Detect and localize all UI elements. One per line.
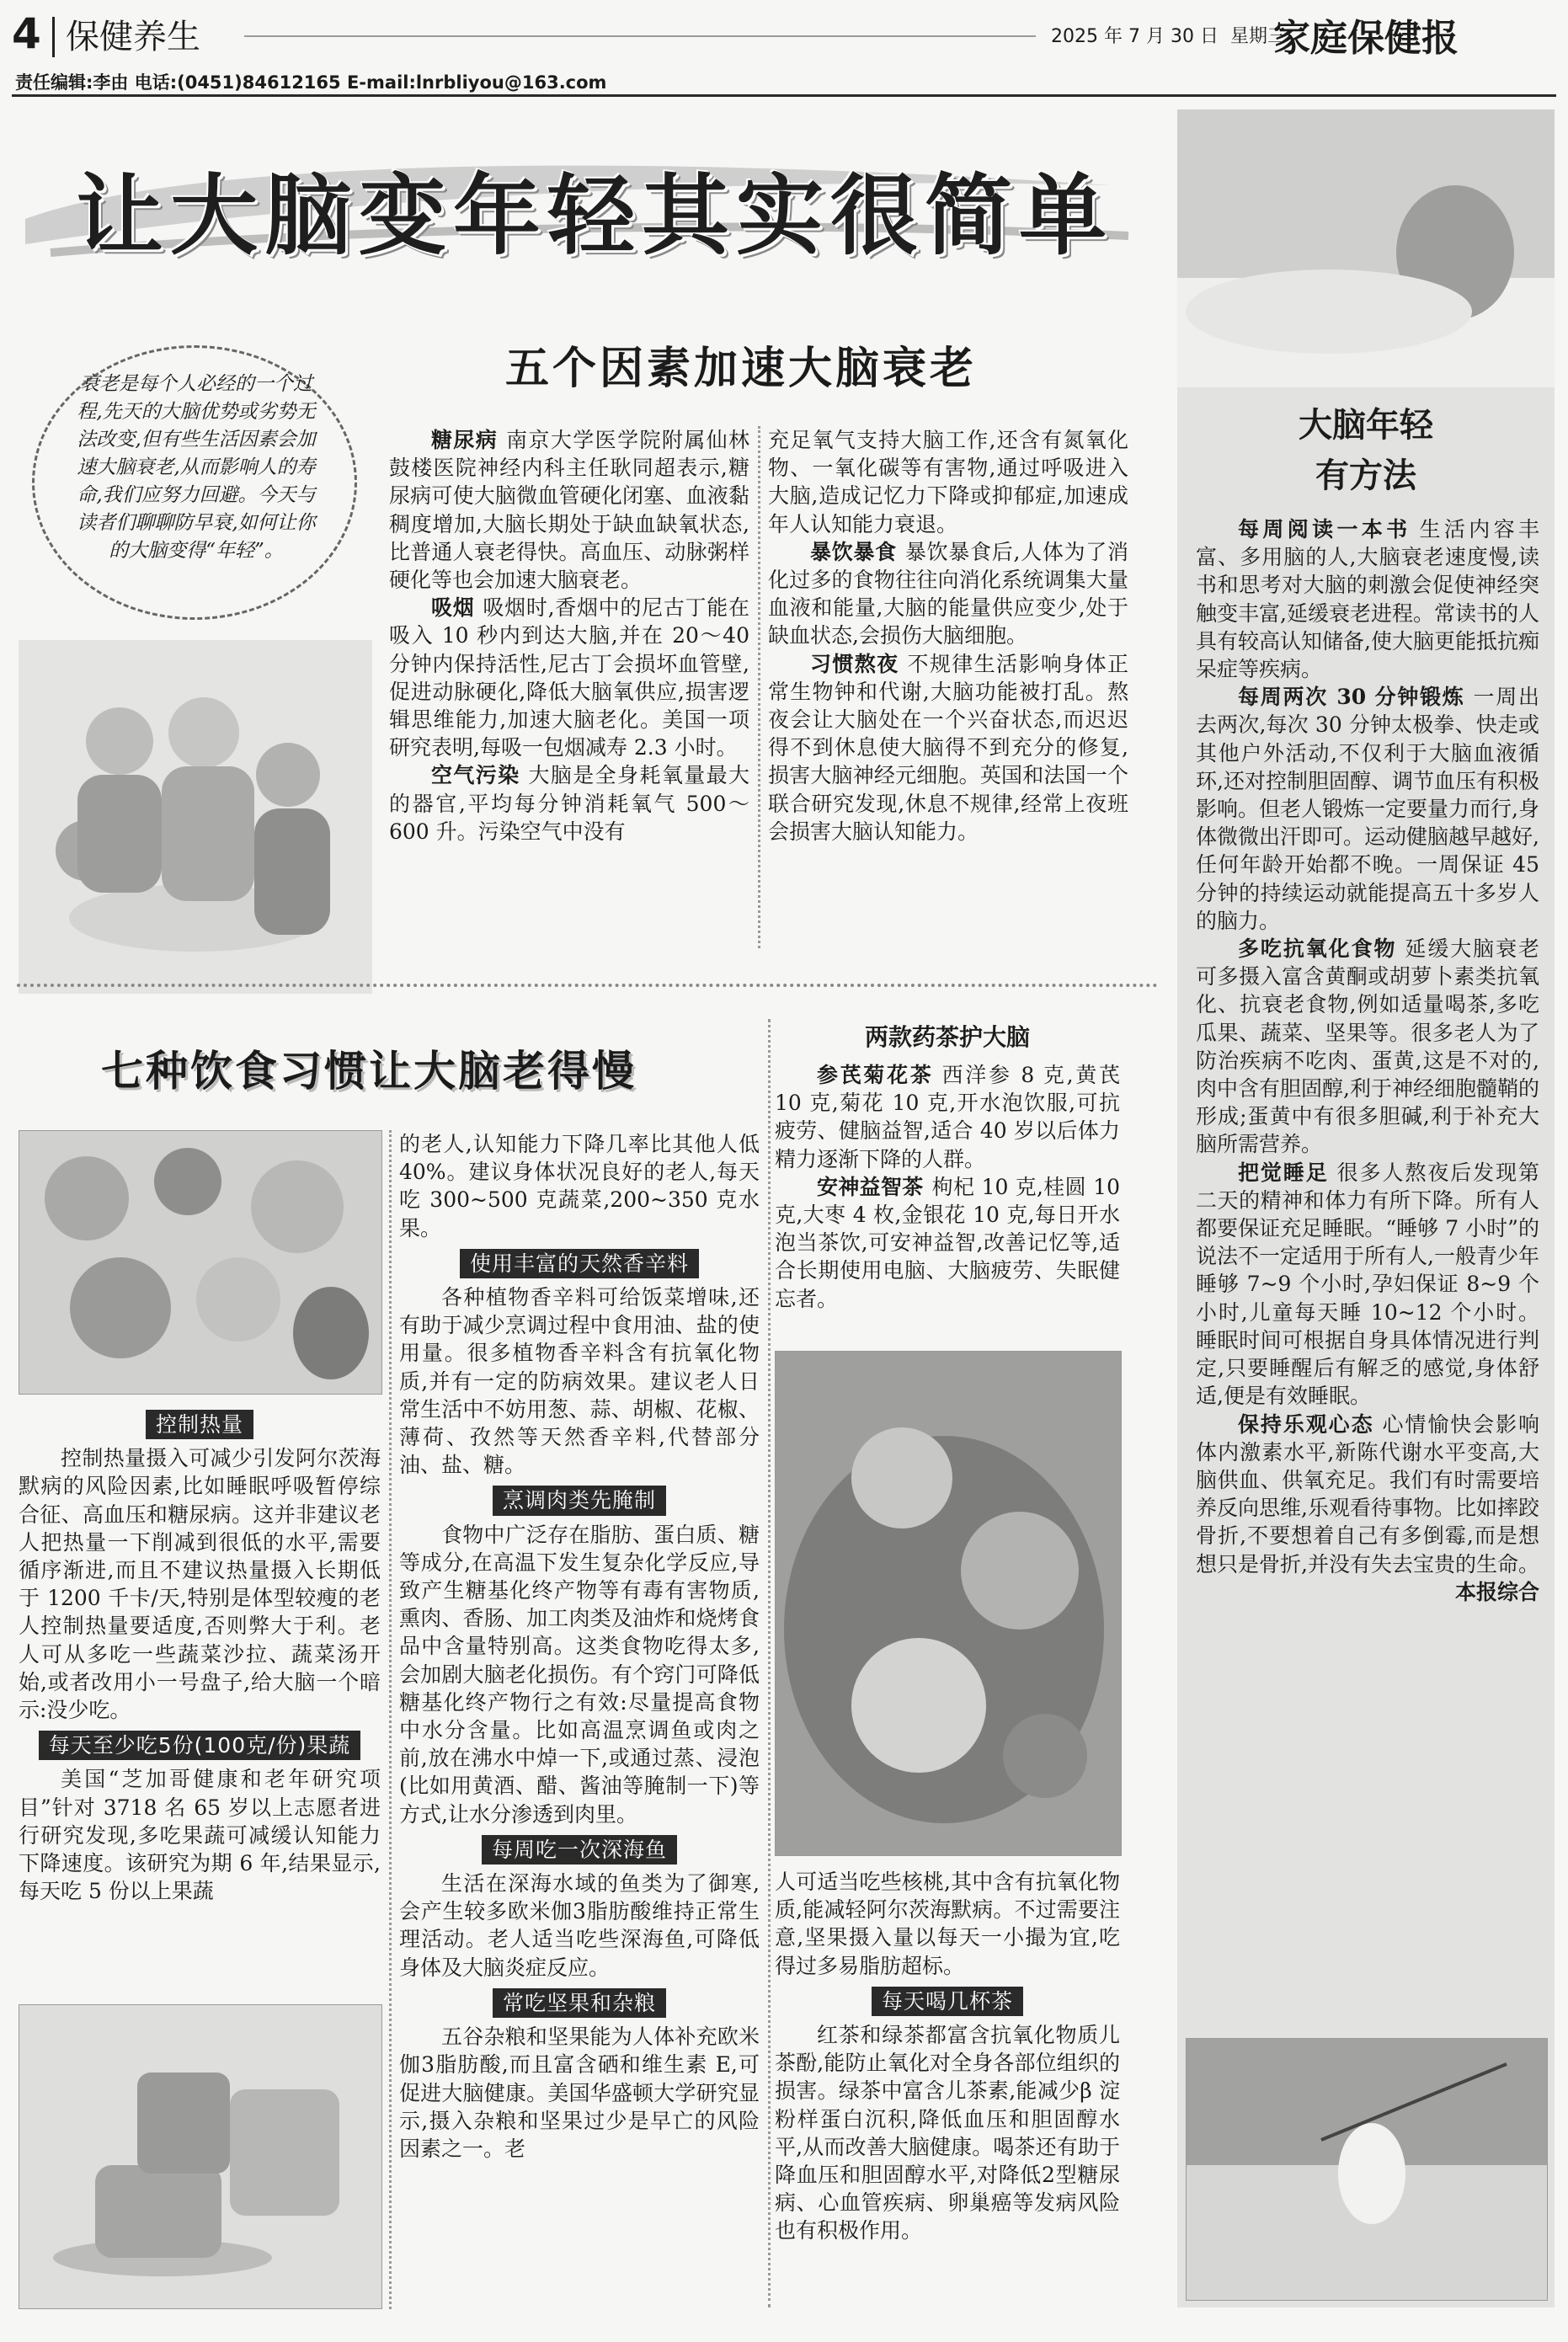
- article2-col-divider-2: [768, 1019, 771, 2307]
- para-fruit-veg: 美国“芝加哥健康和老年研究项目”针对 3718 名 65 岁以上志愿者进行研究发现,多吃果蔬可减缓认知能力下降速度。该研究为期 6 年,结果显示,每天吃 5 份以上果蔬: [19, 1767, 381, 1904]
- article1-para-smoking: [389, 594, 749, 761]
- sidebar-lead-sleep: 把觉睡足: [1238, 1160, 1329, 1185]
- text-pollution-cont: 充足氧气支持大脑工作,还含有氮氧化物、一氧化碳等有害物,通过呼吸进入大脑,造成记忆力下降或抑郁症,加速成年人认知能力衰退。: [768, 428, 1128, 536]
- text-late-night: 不规律生活影响身体正常生物钟和代谢,大脑功能被打乱。熬夜会让大脑处在一个兴奋状态,而迟迟得不到休息使大脑得不到充分的修复,损害大脑神经元细胞。英国和法国一个联合研究发现,休息不规律,经常上夜班会损害大脑认知能力。: [768, 651, 1128, 844]
- sidebar-body: [1196, 515, 1539, 1606]
- lead-diabetes: 糖尿病: [431, 428, 499, 452]
- article1-col-divider: [758, 426, 760, 948]
- issue-date: [1051, 22, 1286, 48]
- sidebar-item-reading: [1196, 515, 1539, 683]
- sidebar-item-antioxidant: [1196, 935, 1539, 1159]
- editor-line: 责任编辑:李由 电话:(0451)84612165 E-mail:lnrbliyou@163.com: [15, 72, 607, 93]
- taichi-photo-art: [1187, 2039, 1547, 2300]
- elderly-illustration-art: [19, 640, 372, 994]
- tea-photo-art: [19, 2005, 381, 2308]
- article1-para-pollution: [389, 761, 749, 846]
- article1-para-pollution-cont: [768, 426, 1128, 538]
- tag-calorie: 控制热量: [146, 1410, 253, 1439]
- lead-overeating: 暴饮暴食: [810, 539, 897, 564]
- tea-box: [775, 1019, 1120, 1313]
- tag-spice: 使用丰富的天然香辛料: [460, 1249, 699, 1278]
- tag-tea: 每天喝几杯茶: [872, 1987, 1023, 2016]
- sidebar-byline: 本报综合: [1454, 1579, 1539, 1604]
- sidebar-text-reading: 生活内容丰富、多用脑的人,大脑衰老速度慢,读书和思考对大脑的刺激会促使神经突触变丰富,延缓衰老进程。常读书的人具有较高认知储备,使大脑更能抵抗痴呆症等疾病。: [1196, 517, 1539, 682]
- para-fruit-veg-cont: 的老人,认知能力下降几率比其他人低 40%。建议身体状况良好的老人,每天吃 300~500 克蔬菜,200~350 克水果。: [399, 1132, 760, 1240]
- tea-item-1: [775, 1061, 1120, 1173]
- sidebar-item-optimism: [1196, 1411, 1539, 1578]
- para-calorie: 控制热量摄入可减少引发阿尔茨海默病的风险因素,比如睡眠呼吸暂停综合征、高血压和糖尿病。这并非建议老人把热量一下削减到很低的水平,需要循序渐进,而且不建议热量摄入长期低于 1200 千卡/天,特别是体型较瘦的老人控制热量要适度,否则弊大于利。老人可从多吃一些蔬菜沙拉、蔬菜汤开始,或者改用小一号盘子,给大脑一个暗示:没少吃。: [19, 1446, 381, 1723]
- article1-para-diabetes: [389, 426, 749, 594]
- article2-col3: [775, 1868, 1120, 2245]
- tag-fish: 每周吃一次深海鱼: [482, 1835, 677, 1865]
- text-overeating: 暴饮暴食后,人体为了消化过多的食物往往向消化系统调集大量血液和能量,大脑的能量供应变少,处于缺血状态,会损伤大脑细胞。: [768, 539, 1128, 648]
- banner-title: 让大脑变年轻其实很简单: [76, 164, 1114, 267]
- tea-item-1-name: 参芪菊花茶: [817, 1063, 934, 1087]
- tag-spice-wrap: [399, 1249, 760, 1278]
- sidebar-title: [1177, 400, 1555, 501]
- para-nuts: 五谷杂粮和坚果能为人体补充欧米伽3脂肪酸,而且富含硒和维生素 E,可促进大脑健康。美国华盛顿大学研究显示,摄入杂粮和坚果过少是早亡的风险因素之一。老: [399, 2025, 760, 2161]
- tea-box-title: 两款药茶护大脑: [864, 1023, 1030, 1051]
- tag-marinate-wrap: [399, 1486, 760, 1515]
- tag-nuts-wrap: [399, 1988, 760, 2018]
- header-rule: [244, 35, 1036, 37]
- weekday: 星期三: [1229, 26, 1286, 47]
- paper-name: 家庭保健报: [1273, 17, 1459, 60]
- sleep-photo: [1177, 109, 1555, 387]
- food-photo-art: [19, 1131, 381, 1394]
- tag-fruit-wrap: [19, 1731, 381, 1760]
- article2-title: 七种饮食习惯让大脑老得慢: [101, 1047, 637, 1096]
- sidebar-lead-reading: 每周阅读一本书: [1238, 517, 1411, 541]
- sidebar-text-sleep: 很多人熬夜后发现第二天的精神和体力有所下降。所有人都要保证充足睡眠。“睡够 7 小时”的说法不一定适用于所有人,一般青少年睡够 7~9 个小时,孕妇保证 8~9 个小时,儿童每天睡 10~12 个小时。睡眠时间可根据自身具体情况进行判定,只要睡醒后有解乏的感觉,身体舒适,便是有效睡眠。: [1196, 1160, 1539, 1409]
- sidebar-title-line2: 有方法: [1315, 456, 1416, 495]
- sidebar-item-sleep: [1196, 1159, 1539, 1411]
- tea-photo: [19, 2004, 382, 2309]
- tag-marinate: 烹调肉类先腌制: [493, 1486, 666, 1515]
- lead-pollution: 空气污染: [431, 763, 520, 788]
- date: 2025 年 7 月 30 日: [1051, 26, 1219, 47]
- header-bottom-rule: [12, 94, 1556, 97]
- sidebar-text-antioxidant: 延缓大脑衰老可多摄入富含黄酮或胡萝卜素类抗氧化、抗衰老食物,例如适量喝茶,多吃瓜果、蔬菜、坚果等。很多老人为了防治疾病不吃肉、蛋黄,这是不对的,肉中含有胆固醇,利于神经细胞髓鞘的形成;蛋黄中有很多胆碱,利于补充大脑所需营养。: [1196, 936, 1539, 1157]
- article1-col2: [768, 426, 1128, 846]
- para-marinate: 食物中广泛存在脂肪、蛋白质、糖等成分,在高温下发生复杂化学反应,导致产生糖基化终产物等有毒有害物质,熏肉、香肠、加工肉类及油炸和烧烤食品中含量特别高。这类食物吃得太多,会加剧大脑老化损伤。有个窍门可降低糖基化终产物行之有效:尽量提高食物中水分含量。比如高温烹调鱼或肉之前,放在沸水中焯一下,或通过蒸、浸泡(比如用黄酒、醋、酱油等腌制一下)等方式,让水分渗透到肉里。: [399, 1522, 760, 1827]
- article1-title: 五个因素加速大脑衰老: [505, 343, 978, 394]
- tag-tea-wrap: [775, 1987, 1120, 2016]
- section-title: 保健养生: [66, 18, 200, 56]
- tea-box-body: [775, 1061, 1120, 1313]
- para-tea: 红茶和绿茶都富含抗氧化物质儿茶酚,能防止氧化对全身各部位组织的损害。绿茶中富含儿茶素,能减少β 淀粉样蛋白沉积,降低血压和胆固醇水平,从而改善大脑健康。喝茶还有助于降血压和胆固醇水平,对降低2型糖尿病、心血管疾病、卵巢癌等发病风险也有积极作用。: [775, 2023, 1120, 2243]
- sidebar-lead-optimism: 保持乐观心态: [1238, 1411, 1374, 1437]
- para-fish: 生活在深海水域的鱼类为了御寒,会产生较多欧米伽3脂肪酸维持正常生理活动。老人适当吃些深海鱼,可降低身体及大脑炎症反应。: [399, 1871, 760, 1980]
- page-number: 4: [12, 9, 41, 58]
- article2-col-divider-1: [389, 1130, 392, 2309]
- platter-photo: [775, 1351, 1122, 1856]
- tag-calorie-wrap: [19, 1410, 381, 1439]
- section-separator: [17, 984, 1158, 987]
- text-pollution: 大脑是全身耗氧量最大的器官,平均每分钟消耗氧气 500～600 升。污染空气中没有: [389, 763, 749, 844]
- text-smoking: 吸烟时,香烟中的尼古丁能在吸入 10 秒内到达大脑,并在 20～40 分钟内保持活性,尼古丁会损坏血管壁,促进动脉硬化,降低大脑氧供应,损害逻辑思维能力,加速大脑老化。美国一项研究表明,每吸一包烟减寿 2.3 小时。: [389, 595, 749, 760]
- sidebar-text-optimism: 心情愉快会影响体内激素水平,新陈代谢水平变高,大脑供血、供氧充足。我们有时需要培养反向思维,乐观看待事物。比如摔跤骨折,不要想着自己有多倒霉,而是想想只是骨折,并没有失去宝贵的生命。: [1196, 1411, 1539, 1576]
- tag-fish-wrap: [399, 1835, 760, 1865]
- tea-item-2-text: 枸杞 10 克,桂圆 10 克,大枣 4 枚,金银花 10 克,每日开水泡当茶饮,可安神益智,改善记忆等,适合长期使用电脑、大脑疲劳、失眠健忘者。: [775, 1174, 1120, 1311]
- para-spice: 各种植物香辛料可给饭菜增味,还有助于减少烹调过程中食用油、盐的使用量。很多植物香辛料含有抗氧化物质,并有一定的防病效果。建议老人日常生活中不妨用葱、蒜、胡椒、花椒、薄荷、孜然等天然香辛料,代替部分油、盐、糖。: [399, 1285, 760, 1478]
- sidebar-lead-antioxidant: 多吃抗氧化食物: [1238, 936, 1397, 962]
- tag-nuts: 常吃坚果和杂粮: [493, 1988, 666, 2018]
- intro-text: 衰老是每个人必经的一个过程,先天的大脑优势或劣势无法改变,但有些生活因素会加速大脑衰老,从而影响人的寿命,我们应努力回避。今天与读者们聊聊防早衰,如何让你的大脑变得“年轻”。: [77, 373, 316, 562]
- article2-col2: [399, 1130, 760, 2163]
- article1-para-late-night: [768, 650, 1128, 846]
- tag-fruit-veg: 每天至少吃5份(100克/份)果蔬: [39, 1731, 361, 1760]
- platter-photo-art: [776, 1352, 1121, 1855]
- tea-item-2-name: 安神益智茶: [817, 1174, 924, 1199]
- sidebar-lead-exercise: 每周两次 30 分钟锻炼: [1238, 685, 1465, 710]
- para-nuts-cont: 人可适当吃些核桃,其中含有抗氧化物质,能减轻阿尔茨海默病。不过需要注意,坚果摄入量以每天一小撮为宜,吃得过多易脂肪超标。: [775, 1870, 1120, 1978]
- sleep-photo-art: [1177, 109, 1555, 387]
- article2-col1: [19, 1403, 381, 1905]
- lead-smoking: 吸烟: [431, 595, 475, 621]
- sidebar-text-exercise: 一周出去两次,每次 30 分钟太极拳、快走或其他户外活动,不仅利于大脑血液循环,还对控制胆固醇、调节血压有积极影响。但老人锻炼一定要量力而行,身体微微出汗即可。运动健脑越早越好,任何年龄开始都不晚。一周保证 45 分钟的持续运动就能提高五十多岁人的脑力。: [1196, 685, 1539, 933]
- banner: [17, 126, 1162, 278]
- article1-para-overeating: [768, 538, 1128, 650]
- tea-item-1-text: 西洋参 8 克,黄芪 10 克,菊花 10 克,开水泡饮服,可抗疲劳、健脑益智,适合 40 岁以后体力精力逐渐下降的人群。: [775, 1063, 1120, 1171]
- sidebar-item-exercise: [1196, 683, 1539, 935]
- sidebar-title-line1: 大脑年轻: [1299, 405, 1433, 445]
- food-photo: [19, 1130, 382, 1395]
- lead-late-night: 习惯熬夜: [810, 651, 899, 676]
- header-divider-v: [52, 17, 55, 57]
- tea-item-2: [775, 1173, 1120, 1313]
- taichi-photo: [1186, 2038, 1548, 2301]
- text-diabetes: 南京大学医学院附属仙林鼓楼医院神经内科主任耿同超表示,糖尿病可使大脑微血管硬化闭塞、血液黏稠度增加,大脑长期处于缺血缺氧状态,比普通人衰老得快。高血压、动脉粥样硬化等也会加速大脑衰老。: [389, 428, 749, 593]
- article1-col1: [389, 426, 749, 846]
- elderly-illustration: [19, 640, 372, 994]
